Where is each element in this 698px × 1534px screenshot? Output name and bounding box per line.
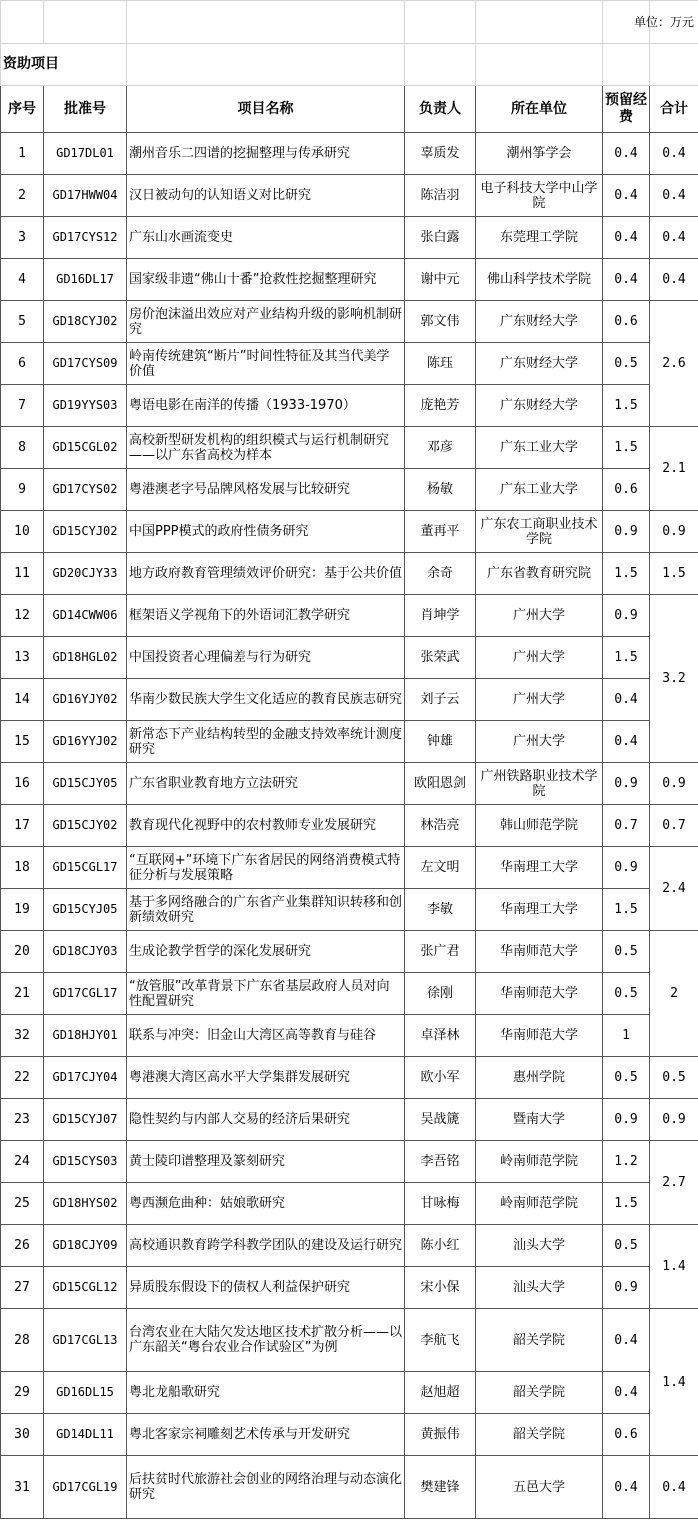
- row-seq: 32: [1, 1015, 44, 1057]
- header-row: [1, 86, 698, 133]
- row-reserve: 1.5: [603, 385, 650, 427]
- row-project-name: 潮州音乐二四谱的挖掘整理与传承研究: [127, 133, 405, 175]
- row-leader: 董再平: [405, 511, 476, 553]
- row-leader: 张白露: [405, 217, 476, 259]
- row-total: 0.4: [650, 217, 698, 259]
- row-seq: 26: [1, 1225, 44, 1267]
- row-approval: GD14CWW06: [44, 595, 127, 637]
- row-unit: 广东财经大学: [476, 343, 603, 385]
- row-unit: 广东工业大学: [476, 427, 603, 469]
- row-project-name: 教育现代化视野中的农村教师专业发展研究: [127, 805, 405, 847]
- row-project-name: 中国PPP模式的政府性债务研究: [127, 511, 405, 553]
- row-project-name: 岭南传统建筑“断片”时间性特征及其当代美学价值: [127, 343, 405, 385]
- row-reserve: 0.6: [603, 469, 650, 511]
- row-project-name: 生成论教学哲学的深化发展研究: [127, 931, 405, 973]
- row-leader: 黄振伟: [405, 1414, 476, 1456]
- row-seq: 18: [1, 847, 44, 889]
- row-project-name: 粤港澳大湾区高水平大学集群发展研究: [127, 1057, 405, 1099]
- row-leader: 卓泽林: [405, 1015, 476, 1057]
- row-project-name: 黄士陵印谱整理及篆刻研究: [127, 1141, 405, 1183]
- row-seq: 12: [1, 595, 44, 637]
- row-leader: 李航飞: [405, 1309, 476, 1372]
- row-unit: 华南师范大学: [476, 931, 603, 973]
- row-reserve: 1.5: [603, 1183, 650, 1225]
- table-row: [1, 343, 698, 385]
- row-approval: GD15CYJ07: [44, 1099, 127, 1141]
- row-unit: 广州大学: [476, 721, 603, 763]
- row-reserve: 0.9: [603, 1267, 650, 1309]
- row-seq: 3: [1, 217, 44, 259]
- row-project-name: 新常态下产业结构转型的金融支持效率统计测度研究: [127, 721, 405, 763]
- row-total: 0.4: [650, 133, 698, 175]
- row-leader: 李吾铭: [405, 1141, 476, 1183]
- unit-row: [1, 1, 698, 44]
- row-approval: GD18HGL02: [44, 637, 127, 679]
- row-reserve: 1.5: [603, 553, 650, 595]
- table-row: [1, 175, 698, 217]
- row-leader: 李敏: [405, 889, 476, 931]
- row-seq: 1: [1, 133, 44, 175]
- row-total: 0.5: [650, 1057, 698, 1099]
- row-project-name: 广东山水画流变史: [127, 217, 405, 259]
- table-row: [1, 595, 698, 637]
- row-leader: 郭文伟: [405, 301, 476, 343]
- table-row: [1, 217, 698, 259]
- row-seq: 15: [1, 721, 44, 763]
- row-leader: 左文明: [405, 847, 476, 889]
- row-total: 0.4: [650, 175, 698, 217]
- row-project-name: 国家级非遗“佛山十番”抢救性挖掘整理研究: [127, 259, 405, 301]
- row-seq: 19: [1, 889, 44, 931]
- table-row: [1, 931, 698, 973]
- row-unit: 华南理工大学: [476, 847, 603, 889]
- row-project-name: 框架语义学视角下的外语词汇教学研究: [127, 595, 405, 637]
- row-approval: GD18CJY03: [44, 931, 127, 973]
- row-leader: 林浩亮: [405, 805, 476, 847]
- row-seq: 27: [1, 1267, 44, 1309]
- row-leader: 宋小保: [405, 1267, 476, 1309]
- header-leader: 负责人: [405, 86, 476, 133]
- row-approval: GD15CYJ05: [44, 889, 127, 931]
- header-reserve: 预留经费: [603, 86, 650, 133]
- row-leader: 张广君: [405, 931, 476, 973]
- row-project-name: 粤港澳老字号品牌风格发展与比较研究: [127, 469, 405, 511]
- table-row: [1, 469, 698, 511]
- row-unit: 潮州筝学会: [476, 133, 603, 175]
- row-leader: 张荣武: [405, 637, 476, 679]
- row-leader: 吴战篪: [405, 1099, 476, 1141]
- row-reserve: 1.5: [603, 889, 650, 931]
- row-unit: 暨南大学: [476, 1099, 603, 1141]
- table-row: [1, 301, 698, 343]
- row-approval: GD17HWW04: [44, 175, 127, 217]
- row-leader: 陈珏: [405, 343, 476, 385]
- row-leader: 庞艳芳: [405, 385, 476, 427]
- row-project-name: 粤北龙船歌研究: [127, 1372, 405, 1414]
- row-reserve: 0.5: [603, 973, 650, 1015]
- row-leader: 余奇: [405, 553, 476, 595]
- row-reserve: 0.4: [603, 259, 650, 301]
- unit-label: 单位：万元: [633, 15, 694, 29]
- row-approval: GD17CGL13: [44, 1309, 127, 1372]
- row-seq: 25: [1, 1183, 44, 1225]
- header-name: 项目名称: [127, 86, 405, 133]
- row-seq: 5: [1, 301, 44, 343]
- row-approval: GD14DL11: [44, 1414, 127, 1456]
- row-unit: 广东财经大学: [476, 385, 603, 427]
- row-unit: 电子科技大学中山学院: [476, 175, 603, 217]
- row-project-name: 基于多网络融合的广东省产业集群知识转移和创新绩效研究: [127, 889, 405, 931]
- row-unit: 广州大学: [476, 679, 603, 721]
- row-total: 2.1: [650, 427, 698, 511]
- row-unit: 东莞理工学院: [476, 217, 603, 259]
- row-total: 2.6: [650, 301, 698, 427]
- row-approval: GD16DL17: [44, 259, 127, 301]
- row-approval: GD18CYJ02: [44, 301, 127, 343]
- row-unit: 广东财经大学: [476, 301, 603, 343]
- row-approval: GD16DL15: [44, 1372, 127, 1414]
- row-leader: 欧阳恩剑: [405, 763, 476, 805]
- row-approval: GD15CGL17: [44, 847, 127, 889]
- row-unit: 韩山师范学院: [476, 805, 603, 847]
- table-row: [1, 637, 698, 679]
- row-reserve: 0.9: [603, 595, 650, 637]
- table-row: [1, 679, 698, 721]
- table-row: [1, 973, 698, 1015]
- row-project-name: 粤北客家宗祠雕刻艺术传承与开发研究: [127, 1414, 405, 1456]
- row-unit: 华南师范大学: [476, 973, 603, 1015]
- row-approval: GD20CJY33: [44, 553, 127, 595]
- row-reserve: 0.4: [603, 721, 650, 763]
- row-project-name: 粤西濒危曲种：姑娘歌研究: [127, 1183, 405, 1225]
- row-approval: GD16YYJ02: [44, 721, 127, 763]
- row-leader: 赵旭超: [405, 1372, 476, 1414]
- row-unit: 佛山科学技术学院: [476, 259, 603, 301]
- table-row: [1, 427, 698, 469]
- row-unit: 韶关学院: [476, 1372, 603, 1414]
- row-leader: 樊建锋: [405, 1456, 476, 1519]
- row-leader: 谢中元: [405, 259, 476, 301]
- row-unit: 汕头大学: [476, 1225, 603, 1267]
- row-seq: 13: [1, 637, 44, 679]
- row-seq: 24: [1, 1141, 44, 1183]
- row-unit: 广州大学: [476, 637, 603, 679]
- row-leader: 钟雄: [405, 721, 476, 763]
- row-total: 0.4: [650, 259, 698, 301]
- row-approval: GD16YJY02: [44, 679, 127, 721]
- row-project-name: 后扶贫时代旅游社会创业的网络治理与动态演化研究: [127, 1456, 405, 1519]
- row-approval: GD15CYS03: [44, 1141, 127, 1183]
- row-seq: 17: [1, 805, 44, 847]
- row-leader: 甘咏梅: [405, 1183, 476, 1225]
- row-project-name: 隐性契约与内部人交易的经济后果研究: [127, 1099, 405, 1141]
- row-unit: 广东省教育研究院: [476, 553, 603, 595]
- header-approval: 批准号: [44, 86, 127, 133]
- header-unit: 所在单位: [476, 86, 603, 133]
- table-row: [1, 553, 698, 595]
- table-row: [1, 133, 698, 175]
- row-reserve: 0.6: [603, 301, 650, 343]
- row-total: 0.9: [650, 511, 698, 553]
- row-approval: GD18CJY09: [44, 1225, 127, 1267]
- row-approval: GD17CJY04: [44, 1057, 127, 1099]
- row-approval: GD17CYS12: [44, 217, 127, 259]
- row-seq: 4: [1, 259, 44, 301]
- row-reserve: 0.9: [603, 1099, 650, 1141]
- row-seq: 7: [1, 385, 44, 427]
- row-leader: 欧小军: [405, 1057, 476, 1099]
- row-reserve: 1: [603, 1015, 650, 1057]
- row-approval: GD18HJY01: [44, 1015, 127, 1057]
- row-unit: 广州大学: [476, 595, 603, 637]
- table-row: [1, 1183, 698, 1225]
- row-seq: 9: [1, 469, 44, 511]
- row-project-name: 广东省职业教育地方立法研究: [127, 763, 405, 805]
- row-unit: 广州铁路职业技术学院: [476, 763, 603, 805]
- table-row: [1, 889, 698, 931]
- row-seq: 16: [1, 763, 44, 805]
- table-row: [1, 1141, 698, 1183]
- row-reserve: 0.9: [603, 763, 650, 805]
- table-row: [1, 1099, 698, 1141]
- row-approval: GD15CJY02: [44, 805, 127, 847]
- row-reserve: 0.5: [603, 1057, 650, 1099]
- row-total: 1.5: [650, 553, 698, 595]
- row-leader: 杨敏: [405, 469, 476, 511]
- row-unit: 华南理工大学: [476, 889, 603, 931]
- row-project-name: 粤语电影在南洋的传播（1933-1970）: [127, 385, 405, 427]
- row-reserve: 0.4: [603, 1309, 650, 1372]
- row-unit: 广东工业大学: [476, 469, 603, 511]
- row-seq: 14: [1, 679, 44, 721]
- row-approval: GD15CGL12: [44, 1267, 127, 1309]
- row-unit: 岭南师范学院: [476, 1141, 603, 1183]
- row-seq: 2: [1, 175, 44, 217]
- table-body: [1, 133, 698, 1519]
- row-reserve: 0.4: [603, 133, 650, 175]
- row-reserve: 0.5: [603, 1225, 650, 1267]
- row-approval: GD17DL01: [44, 133, 127, 175]
- row-leader: 陈小红: [405, 1225, 476, 1267]
- header-seq: 序号: [1, 86, 44, 133]
- section-row: [1, 44, 698, 86]
- row-leader: 肖坤学: [405, 595, 476, 637]
- row-reserve: 0.4: [603, 1456, 650, 1519]
- row-unit: 汕头大学: [476, 1267, 603, 1309]
- row-total: 3.2: [650, 595, 698, 763]
- row-leader: 辜质发: [405, 133, 476, 175]
- row-project-name: 中国投资者心理偏差与行为研究: [127, 637, 405, 679]
- row-total: 2.7: [650, 1141, 698, 1225]
- row-total: 2: [650, 931, 698, 1057]
- section-title: 资助项目: [1, 44, 127, 86]
- row-total: 0.9: [650, 763, 698, 805]
- row-reserve: 0.6: [603, 1414, 650, 1456]
- row-leader: 徐刚: [405, 973, 476, 1015]
- row-approval: GD17CYS02: [44, 469, 127, 511]
- table-row: [1, 511, 698, 553]
- row-unit: 五邑大学: [476, 1456, 603, 1519]
- table-row: [1, 259, 698, 301]
- row-total: 0.9: [650, 1099, 698, 1141]
- row-seq: 6: [1, 343, 44, 385]
- row-seq: 11: [1, 553, 44, 595]
- table-row: [1, 1414, 698, 1456]
- table-row: [1, 721, 698, 763]
- row-reserve: 0.4: [603, 679, 650, 721]
- table-row: [1, 1015, 698, 1057]
- row-seq: 22: [1, 1057, 44, 1099]
- row-seq: 10: [1, 511, 44, 553]
- row-project-name: 异质股东假设下的债权人利益保护研究: [127, 1267, 405, 1309]
- row-unit: 广东农工商职业技术学院: [476, 511, 603, 553]
- row-reserve: 0.4: [603, 1372, 650, 1414]
- row-project-name: “互联网+”环境下广东省居民的网络消费模式特征分析与发展策略: [127, 847, 405, 889]
- row-seq: 8: [1, 427, 44, 469]
- table-row: [1, 1225, 698, 1267]
- row-reserve: 0.4: [603, 217, 650, 259]
- row-seq: 28: [1, 1309, 44, 1372]
- table-row: [1, 1267, 698, 1309]
- row-project-name: 房价泡沫溢出效应对产业结构升级的影响机制研究: [127, 301, 405, 343]
- row-leader: 刘子云: [405, 679, 476, 721]
- row-leader: 陈洁羽: [405, 175, 476, 217]
- row-total: 0.4: [650, 1456, 698, 1519]
- table-row: [1, 1372, 698, 1414]
- row-project-name: “放管服”改革背景下广东省基层政府人员对向性配置研究: [127, 973, 405, 1015]
- row-project-name: 地方政府教育管理绩效评价研究：基于公共价值: [127, 553, 405, 595]
- row-project-name: 华南少数民族大学生文化适应的教育民族志研究: [127, 679, 405, 721]
- row-unit: 韶关学院: [476, 1414, 603, 1456]
- row-seq: 29: [1, 1372, 44, 1414]
- table-row: [1, 805, 698, 847]
- row-total: 1.4: [650, 1225, 698, 1309]
- row-unit: 华南师范大学: [476, 1015, 603, 1057]
- row-reserve: 0.4: [603, 175, 650, 217]
- row-reserve: 0.9: [603, 847, 650, 889]
- row-reserve: 1.2: [603, 1141, 650, 1183]
- row-approval: GD19YYS03: [44, 385, 127, 427]
- row-reserve: 1.5: [603, 637, 650, 679]
- row-seq: 21: [1, 973, 44, 1015]
- row-total: 2.4: [650, 847, 698, 931]
- row-approval: GD17CYS09: [44, 343, 127, 385]
- row-project-name: 高校新型研发机构的组织模式与运行机制研究——以广东省高校为样本: [127, 427, 405, 469]
- table-row: [1, 385, 698, 427]
- row-total: 1.4: [650, 1309, 698, 1456]
- row-reserve: 0.9: [603, 511, 650, 553]
- table-row: [1, 1057, 698, 1099]
- row-seq: 31: [1, 1456, 44, 1519]
- row-unit: 韶关学院: [476, 1309, 603, 1372]
- table-row: [1, 847, 698, 889]
- row-approval: GD17CGL19: [44, 1456, 127, 1519]
- row-approval: GD18HYS02: [44, 1183, 127, 1225]
- row-approval: GD15CYJ02: [44, 511, 127, 553]
- row-project-name: 联系与冲突：旧金山大湾区高等教育与硅谷: [127, 1015, 405, 1057]
- row-seq: 23: [1, 1099, 44, 1141]
- table-row: [1, 1456, 698, 1519]
- row-project-name: 汉日被动句的认知语义对比研究: [127, 175, 405, 217]
- row-total: 0.7: [650, 805, 698, 847]
- row-approval: GD17CGL17: [44, 973, 127, 1015]
- row-leader: 邓彦: [405, 427, 476, 469]
- row-seq: 30: [1, 1414, 44, 1456]
- row-seq: 20: [1, 931, 44, 973]
- row-unit: 惠州学院: [476, 1057, 603, 1099]
- row-approval: GD15CJY05: [44, 763, 127, 805]
- row-project-name: 高校通识教育跨学科教学团队的建设及运行研究: [127, 1225, 405, 1267]
- row-reserve: 0.7: [603, 805, 650, 847]
- header-total: 合计: [650, 86, 698, 133]
- row-project-name: 台湾农业在大陆欠发达地区技术扩散分析——以广东韶关“粤台农业合作试验区”为例: [127, 1309, 405, 1372]
- row-approval: GD15CGL02: [44, 427, 127, 469]
- row-unit: 岭南师范学院: [476, 1183, 603, 1225]
- row-reserve: 1.5: [603, 427, 650, 469]
- table-row: [1, 1309, 698, 1372]
- table-row: [1, 763, 698, 805]
- row-reserve: 0.5: [603, 343, 650, 385]
- row-reserve: 0.5: [603, 931, 650, 973]
